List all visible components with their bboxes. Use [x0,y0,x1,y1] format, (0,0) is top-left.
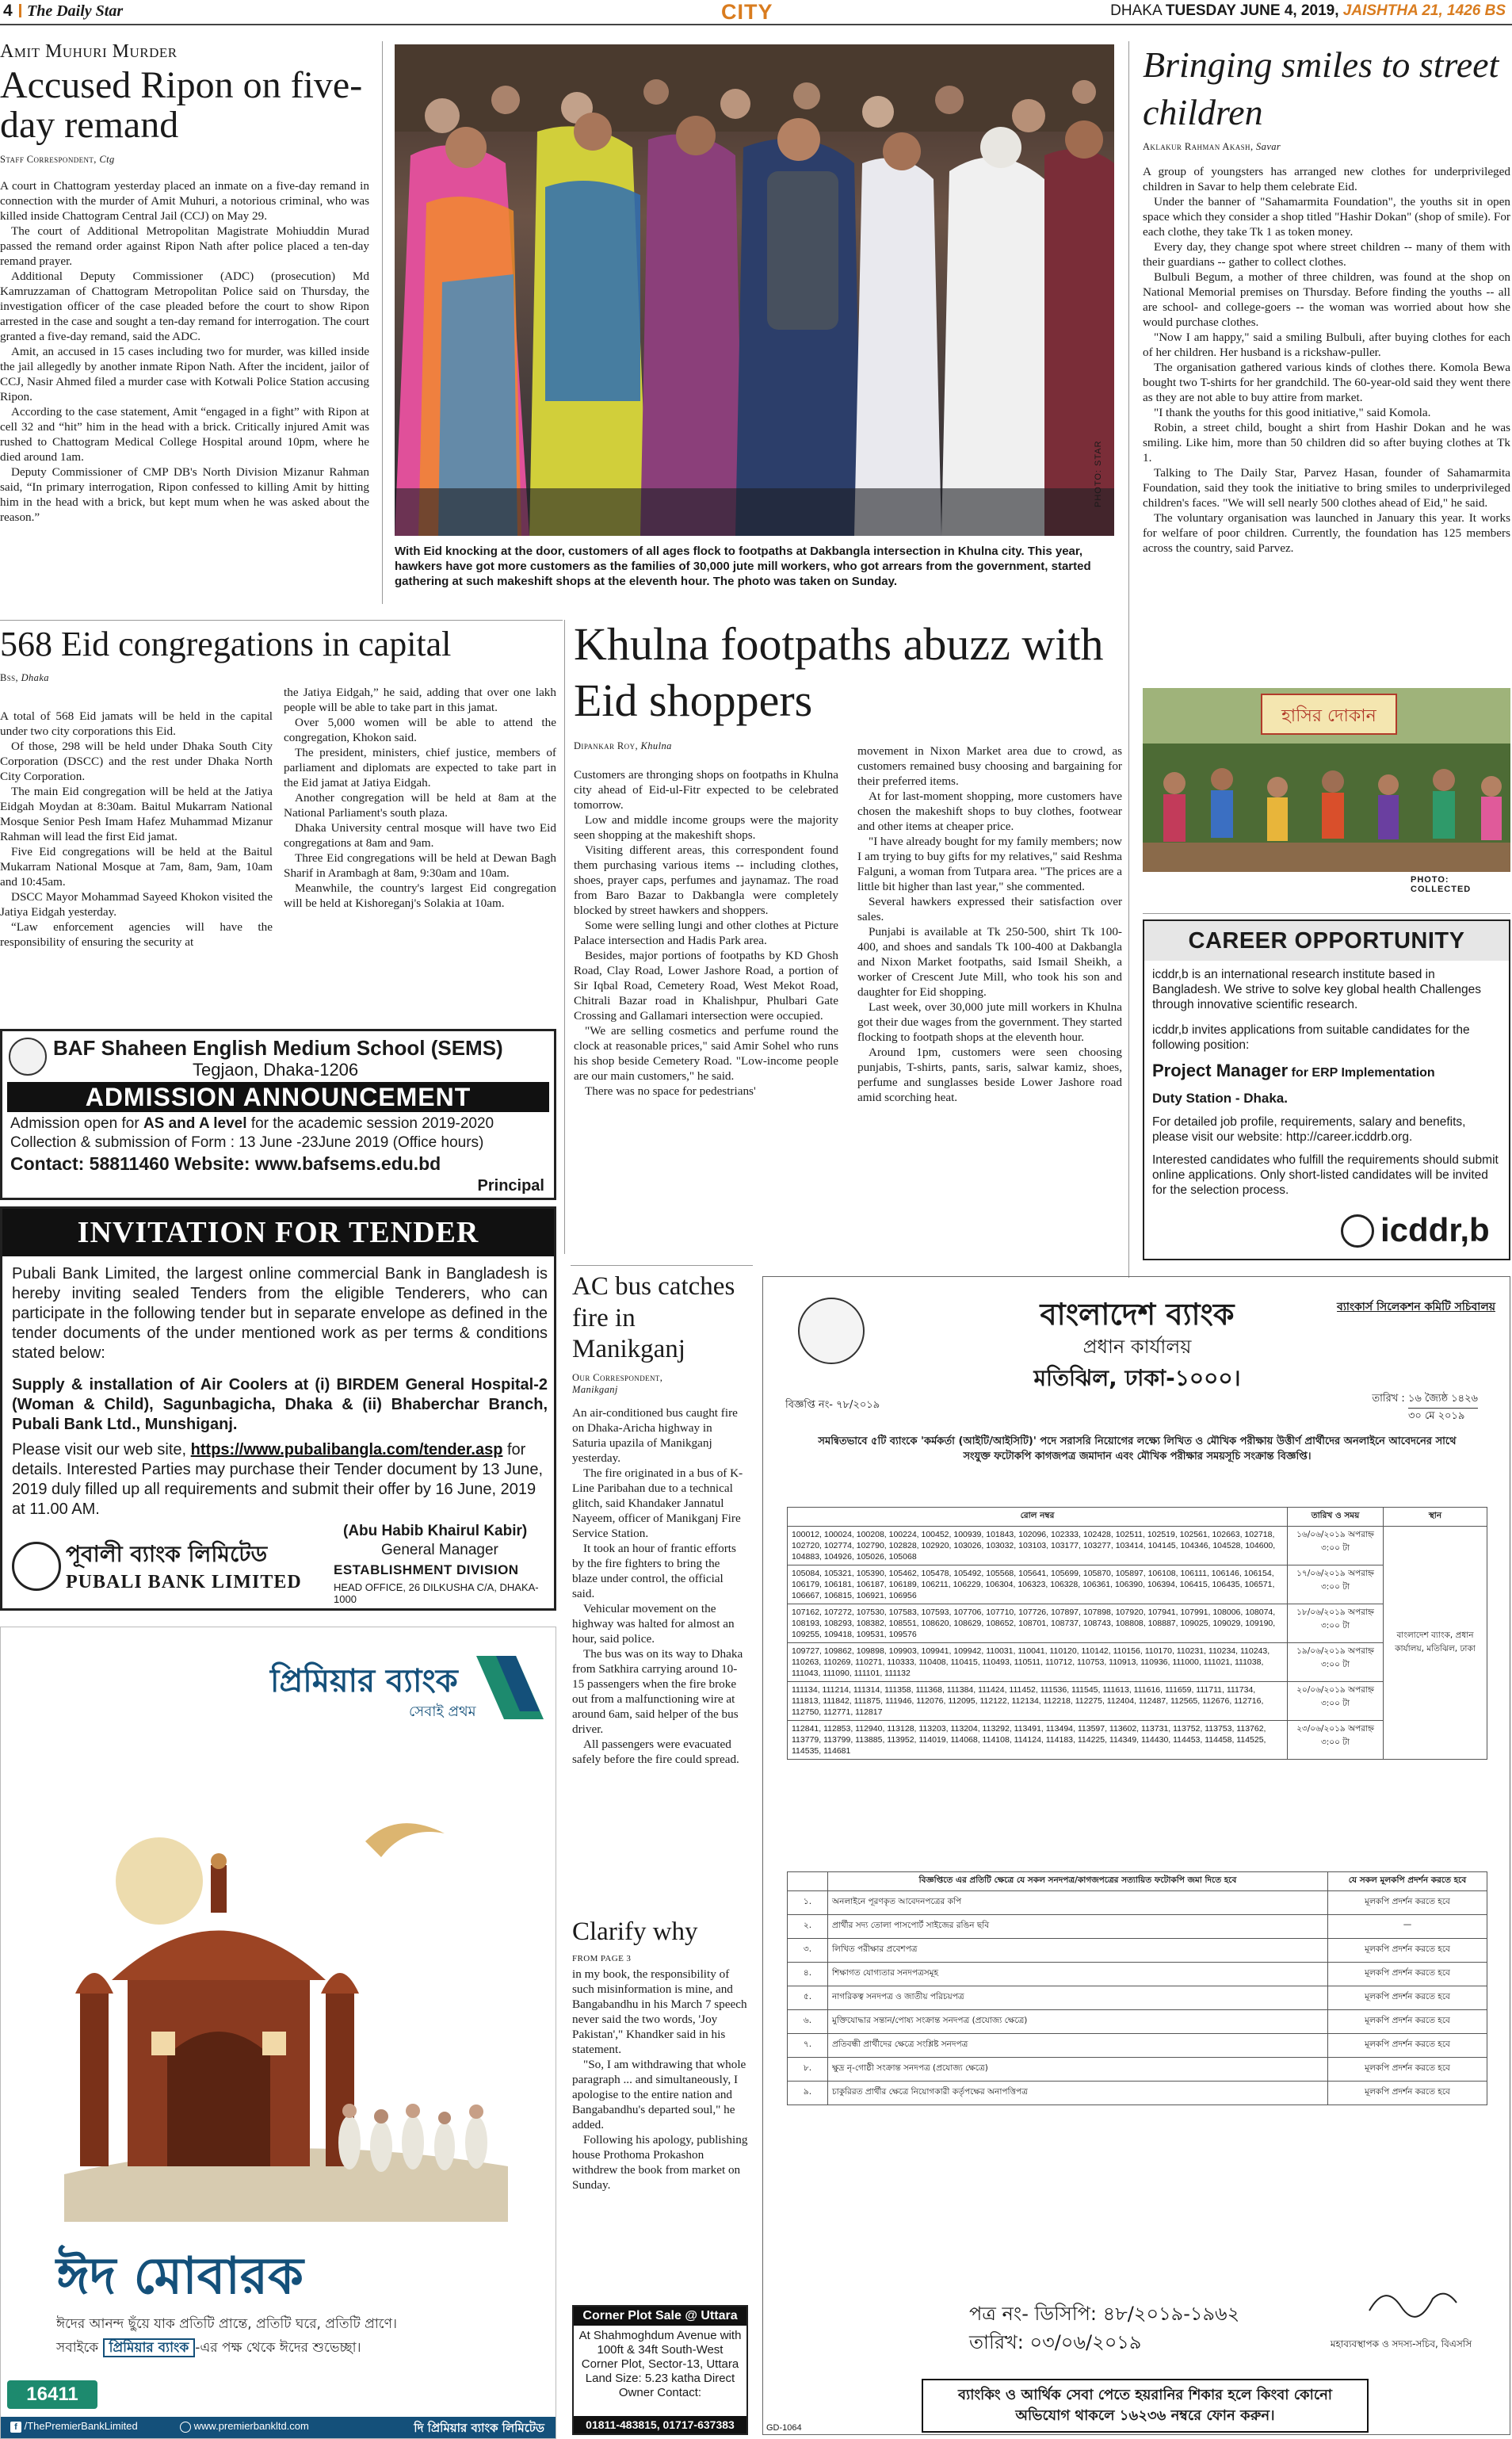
globe-icon [180,2422,191,2433]
admission-banner: ADMISSION ANNOUNCEMENT [7,1082,549,1112]
paragraph: Every day, they change spot where street children -- many of them with their guardians -- gather to collect clothes. [1143,239,1510,269]
byline: Staff Correspondent, Ctg [0,153,115,165]
paragraph: Some were selling lungi and other clothes at Picture Palace intersection and Hadis Park area. [574,919,838,947]
bb-signer-role: মহাব্যবস্থাপক ও সদস্য-সচিব, বিএসসি [1330,2338,1472,2349]
eid-illustration [32,1794,524,2222]
paragraph: The main Eid congregation will be held at the Jatiya Eidgah Moydan at 8:30am. Baitul Mukarram National Mosque Senior Pesh Imam Hafez Muhammad Mizanur Rahman will lead the first Eid jamat. [0,785,273,843]
career-p2: icddr,b invites applications from suitable candidates for the following position: [1152,1023,1470,1052]
byline: Bss, Dhaka [0,672,49,684]
paragraph: the Jatiya Eidgah,” he said, adding that over one lakh people will be able to take part in this jamat. [284,686,556,714]
paragraph: According to the case statement, Amit “engaged in a fight” with Ripon at cell 32 and “hit” him in the head with a brick. Critically injured Amit was rushed to Chattogram Medical College Hospital around 10pm, where he died around 1am. [0,404,369,464]
paper-name: The Daily Star [27,2,124,20]
table-row: ৯. চাকুরিরত প্রার্থীর ক্ষেত্রে নিয়োগকারী কর্তৃপক্ষের অনাপত্তিপত্র মূলকপি প্রদর্শন করতে হবে [788,2082,1487,2105]
paragraph: Additional Deputy Commissioner (ADC) (prosecution) Md Kamruzzaman of Chattogram Metropolitan Police said on Thursday, the investigation officer of the case pleaded before the court to show Ripon arrested in the case and sought a ten-day remand for interrogation. The court granted a five-day remand, said the ADC. [0,269,369,343]
paragraph: Following his apology, publishing house Prothoma Prokashon withdrew the book from market on Sunday. [572,2132,748,2192]
paragraph: It took an hour of frantic efforts by the fire fighters to bring the blaze under control, the official said. [572,1541,736,1600]
paragraph: Talking to The Daily Star, Parvez Hasan, founder of Sahamarmita Foundation, said they took the initiative to bring smiles to underprivileged children's faces. "We will sell nearly 500 clothes ahead of Eid," he said. [1143,465,1510,510]
paragraph: Deputy Commissioner of CMP DB's North Division Mizanur Rahman said, “In primary interrogation, Ripon confessed to killing Amit by hitting him in the head with a brick, but kept mum when he was asked about the reason.” [0,464,369,524]
admission-line-2: Collection & submission of Form : 13 June -23June 2019 (Office hours) [10,1134,484,1151]
facebook-link[interactable]: f /ThePremierBankLimited [10,2420,138,2433]
eid-congregations-article [0,626,555,684]
paragraph: A group of youngsters has arranged new clothes for underprivileged children in Savar to help them celebrate Eid. [1143,164,1510,193]
paragraph: Dhaka University central mosque will have two Eid congregations at 8am and 9am. [284,821,556,850]
headline: Khulna footpaths abuzz with Eid shoppers [574,618,1104,726]
photo-credit: PHOTO: COLLECTED [1411,875,1472,894]
greeting-line-2: সবাইকে প্রিমিয়ার ব্যাংক -এর পক্ষ থেকে ঈদের শুভেচ্ছা। [56,2340,361,2356]
premier-footer-name: দি প্রিমিয়ার ব্যাংক লিমিটেড [414,2421,544,2435]
page-number: 4 [3,2,13,20]
paragraph: The organisation gathered various kinds of clothes there. Komola Bewa bought two T-shirts for her grandchild. The 60-year-old said they went there as they are not able to buy attire from market. [1143,360,1510,404]
table-row: ৩. লিখিত পরীক্ষার প্রবেশপত্র মূলকপি প্রদর্শন করতে হবে [788,1939,1487,1963]
uttara-body: At Shahmoghdum Avenue with 100ft & 34ft South-West Corner Plot, Sector-13, Uttara Land Size: 5.23 katha Direct Owner Contact: [578,2329,742,2399]
crowd-image [395,44,1114,536]
bb-title: বাংলাদেশ ব্যাংক [1040,1297,1235,1332]
signer-name: (Abu Habib Khairul Kabir) [343,1523,528,1539]
premier-name: প্রিমিয়ার ব্যাংক [270,1663,458,1699]
bb-lead: সমন্বিতভাবে ৫টি ব্যাংকে 'কর্মকর্তা (আইটি/আইসিটি)' পদে সরাসরি নিয়োগের লক্ষ্যে লিখিত ও মৌখিক পরীক্ষায় উত্তীর্ণ প্রার্থীদের অনলাইনে আবেদনের সাথে সংযুক্ত ফটোকপি কাগজপত্র জমাদান এবং মৌখিক পরীক্ষার সময়সূচি সংক্রান্ত বিজ্ঞপ্তি। [818,1435,1457,1462]
table-row: 105084, 105321, 105390, 105462, 105478, 105492, 105568, 105641, 105699, 105870, 105897, 106108, 106111, 106146, 106154, 106179, 106181, 106187, 106189, 106211, 106229, 106304, 106323, 106328, 106361, 106390, 106394, 106415, 106435, 106571, 106667, 106815, 106921, 106956 ১৭/০৬/২০১৯ অপরাহ্ন ৩:০০ টা [788,1565,1487,1604]
bank-name-bn: পূবালী ব্যাংক লিমিটেড [66,1541,268,1567]
paragraph: movement in Nixon Market area due to crowd, as customers remained busy choosing and bargaining for their preferred items. [857,744,1122,788]
article-body [572,1967,748,2192]
uttara-title: Corner Plot Sale @ Uttara [574,2307,746,2326]
career-p1: icddr,b is an international research institute based in Bangladesh. We strive to solve key global health Challenges through innovative scientific research. [1152,968,1482,1011]
paragraph: “Law enforcement agencies will have the responsibility of ensuring the security at [0,920,273,949]
paragraph: "So, I am withdrawing that whole paragraph ... and simultaneously, I apologise to the entire nation and Bangabandhu's departed soul," he added. [572,2057,746,2131]
paragraph: Amit, an accused in 15 cases including two for murder, was killed inside the jail allegedly by another inmate Ripon Nath. After the incident, jailor of CCJ, Nasir Ahmed filed a murder case with Kotwali Police Station accusing Ripon. [0,344,369,403]
icddrb-logo-icon [1341,1214,1374,1248]
admission-line-1: Admission open for AS and A level for the academic session 2019-2020 [10,1115,494,1132]
tender-intro: Pubali Bank Limited, the largest online commercial Bank in Bangladesh is hereby inviting sealed Tenders from the eligible Tenderers, who can participate in the following tender but in separate envelope as defined in the tender documents of the under mentioned work as per terms & conditions stated below: [12,1265,548,1362]
paragraph: The court of Additional Metropolitan Magistrate Mohiuddin Murad passed the remand order against Ripon Nath after police placed a ten-day remand prayer. [0,224,369,268]
paragraph: A total of 568 Eid jamats will be held in the capital under two city corporations this Eid. [0,709,273,738]
schedule-table: রোল নম্বর তারিখ ও সময় স্থান 100012, 100024, 100208, 100224, 100452, 100939, 101843, 102096, 102333, 102428, 102511, 102519, 102561, 102663, 102718, 102720, 102774, 102790, 102828, 102920, 103026, 103032, 103103, 103177, 103277, 103414, 104145, 104346, 104528, 104600, 104883, 104926, 105026, 105068 ১৬/০৬/২০১৯ অপরাহ্ন ৩:০০ টা বাংলাদেশ ব্যাংক, প্রধান কার্যালয়, মতিঝিল, ঢাকা 105084, 105321, 105390, 105462, 105478, 105492, 105568, 105641, 105699, 105870, 105897, 106108, 106111, 106146, 106154, 106179, 106181, 106187, 106189, 106211, 106229, 106304, 106323, 106328, 106361, 106390, 106394, 106415, 106435, 106571, 106667, 106815, 106921, 106956 ১৭/০৬/২০১৯ অপরাহ্ন ৩:০০ টা 107162, 107272, 107530, 107583, 107593, 107706, 107710, 107726, 107897, 107898, 107920, 107941, 107991, 108006, 108074, 108193, 108293, 108382, 108551, 108620, 108629, 108652, 108701, 108737, 108743, 108808, 108887, 109025, 109029, 109190, 109255, 109418, 109531, 109576 ১৮/০৬/২০১৯ অপরাহ্ন ৩:০০ টা 109727, 109862, 109898, 109903, 109941, 109942, 110031, 110041, 110120, 110142, 110156, 110170, 110231, 110234, 110243, 110263, 110269, 110271, 110333, 110408, 110415, 110493, 110511, 110712, 110753, 110913, 110936, 111000, 111021, 111038, 111043, 111090, 111101, 111132 ১৯/০৬/২০১৯ অপরাহ্ন ৩:০০ টা 111134, 111214, 111314, 111358, 111368, 111384, 111424, 111452, 111536, 111545, 111613, 111616, 111659, 111711, 111734, 111813, 111842, 111875, 111946, 112076, 112095, 112122, 112134, 112218, 112275, 112404, 112487, 112565, 112676, 112716, 112750, 112771, 112817 ২০/০৬/২০১৯ অপরাহ্ন ৩:০০ টা 112841, 112853, 112940, 113128, 113203, 113204, 113292, 113491, 113494, 113597, 113602, 113731, 113752, 113753, 113762, 113779, 113799, 113885, 113952, 114019, 114068, 114108, 114124, 114183, 114225, 114349, 114430, 114453, 114458, 114525, 114535, 114681 ২৩/০৬/২০১৯ অপরাহ্ন ৩:০০ টা [787,1507,1487,1760]
paragraph: Several hawkers expressed their satisfaction over sales. [857,895,1122,923]
eid-col-1 [0,709,273,950]
paragraph: Customers are thronging shops on footpaths in Khulna city ahead of Eid-ul-Fitr expected to be celebrated tomorrow. [574,768,838,812]
ac-bus-article [572,1271,748,1767]
paragraph: Last week, over 30,000 jute mill workers in Khulna got their due wages from the government. They started flocking to footpath shops at the eleventh hour. [857,1000,1122,1044]
paragraph: in my book, the responsibility of such misinformation is mine, and Bangabandhu in his March 7 speech never said the two words, 'Joy Pakistan'," Khandker said in his statement. [572,1967,747,2056]
career-position: Project Manager for ERP Implementation [1152,1061,1435,1080]
photo-image [1143,688,1510,872]
website-link[interactable]: www.premierbankltd.com [180,2420,309,2433]
table-row: ৭. প্রতিবন্ধী প্রার্থীদের ক্ষেত্রে সংশ্লিষ্ট সনদপত্র মূলকপি প্রদর্শন করতে হবে [788,2034,1487,2058]
masthead [0,0,1512,22]
table-row: 109727, 109862, 109898, 109903, 109941, 109942, 110031, 110041, 110120, 110142, 110156, 110170, 110231, 110234, 110243, 110263, 110269, 110271, 110333, 110408, 110415, 110493, 110511, 110712, 110753, 110913, 110936, 111000, 111021, 111038, 111043, 111090, 111101, 111132 ১৯/০৬/২০১৯ অপরাহ্ন ৩:০০ টা [788,1643,1487,1682]
table-row: ৫. নাগরিকত্ব সনদপত্র ও জাতীয় পরিচয়পত্র মূলকপি প্রদর্শন করতে হবে [788,1986,1487,2010]
khulna-col-1 [574,767,838,1099]
table-row: ১. অনলাইনে পূরণকৃত আবেদনপত্রের কপি মূলকপি প্রদর্শন করতে হবে [788,1891,1487,1915]
bb-address: মতিঝিল, ঢাকা-১০০০। [1033,1365,1241,1391]
pubali-tender-ad [0,1206,556,1611]
paragraph: The voluntary organisation was launched in January this year. It works for welfare of poor children. Currently, the foundation has 125 members across the country, said Parvez. [1143,510,1510,555]
headline: Accused Ripon on five-day remand [0,64,363,147]
smiles-article [1143,41,1510,556]
bb-docs-table: বিজ্ঞপ্তিতে এর প্রতিটি ক্ষেত্রে যে সকল সনদপত্র/কাগজপত্রের সত্যায়িত ফটোকপি জমা দিতে হবে যে সকল মূলকপি প্রদর্শন করতে হবে ১. অনলাইনে পূরণকৃত আবেদনপত্রের কপি মূলকপি প্রদর্শন করতে হবে ২. প্রার্থীর সদ্য তোলা পাসপোর্ট সাইজের রঙিন ছবি — ৩. লিখিত পরীক্ষার প্রবেশপত্র মূলকপি প্রদর্শন করতে হবে ৪. শিক্ষাগত যোগ্যতার সনদপত্রসমূহ মূলকপি প্রদর্শন করতে হবে ৫. নাগরিকত্ব সনদপত্র ও জাতীয় পরিচয়পত্র মূলকপি প্রদর্শন করতে হবে ৬. মুক্তিযোদ্ধার সন্তান/পোষ্য সংক্রান্ত সনদপত্র (প্রযোজ্য ক্ষেত্রে) মূলকপি প্রদর্শন করতে হবে ৭. প্রতিবন্ধী প্রার্থীদের ক্ষেত্রে সংশ্লিষ্ট সনদপত্র মূলকপি প্রদর্শন করতে হবে ৮. ক্ষুদ্র নৃ-গোষ্ঠী সংক্রান্ত সনদপত্র (প্রযোজ্য ক্ষেত্রে) মূলকপি প্রদর্শন করতে হবে ৯. চাকুরিরত প্রার্থীর ক্ষেত্রে নিয়োগকারী কর্তৃপক্ষের অনাপত্তিপত্র মূলকপি প্রদর্শন করতে হবে [787,1871,1487,2105]
bb-date: তারিখ : ১৬ জ্যৈষ্ঠ ১৪২৬ ৩০ মে ২০১৯ [1372,1393,1478,1422]
khulna-col-2 [857,744,1122,1105]
headline: Bringing smiles to street children [1143,44,1499,132]
signature-mark [1365,2279,1460,2326]
paragraph: There was no space for pedestrians' [585,1084,756,1098]
eid-col-2 [284,685,556,911]
hotline-badge: 16411 [7,2380,97,2409]
paragraph: The fire originated in a bus of K-Line Paribahan due to a technical glitch, said Khandaker Jannatul Nayeem, officer of Manikganj Fire Service Station. [572,1466,743,1540]
paragraph: Meanwhile, the country's largest Eid congregation will be held at Kishoreganj's Solakia at 10am. [284,881,556,910]
bb-schedule-table [787,1507,1487,1760]
paragraph: An air-conditioned bus caught fire on Dhaka-Aricha highway in Saturia upazila of Manikganj yesterday. [572,1405,738,1465]
bb-notice-no: বিজ্ঞপ্তি নং- ৭৮/২০১৯ [785,1399,880,1411]
paragraph: "We are selling cosmetics and perfume round the clock at reasonable prices," said Amir Sohel who runs his shop beside Cemetery Road. "Low-income people are our main customers," he said. [574,1024,838,1083]
uttara-phones: 01811-483815, 01717-637383 [574,2416,746,2433]
table-row: 100012, 100024, 100208, 100224, 100452, 100939, 101843, 102096, 102333, 102428, 102511, 102519, 102561, 102663, 102718, 102720, 102774, 102790, 102828, 102920, 103026, 103032, 103103, 103177, 103277, 103414, 104145, 104346, 104528, 104600, 104883, 104926, 105026, 105068 ১৬/০৬/২০১৯ অপরাহ্ন ৩:০০ টা বাংলাদেশ ব্যাংক, প্রধান কার্যালয়, মতিঝিল, ঢাকা [788,1527,1487,1565]
table-row: 111134, 111214, 111314, 111358, 111368, 111384, 111424, 111452, 111536, 111545, 111613, 111616, 111659, 111711, 111734, 111813, 111842, 111875, 111946, 112076, 112095, 112122, 112134, 112218, 112275, 112404, 112487, 112565, 112676, 112716, 112750, 112771, 112817 ২০/০৬/২০১৯ অপরাহ্ন ৩:০০ টা [788,1682,1487,1721]
premier-bank-eid-ad [0,1627,556,2439]
premier-tagline: সেবাই প্রথম [409,1703,476,1720]
headline: Clarify why [572,1917,698,1946]
kicker: Amit Muhuri Murder [0,41,178,62]
paragraph: Low and middle income groups were the majority seen shopping at the makeshift shops. [574,813,838,842]
bangladesh-bank-notice [762,1276,1510,2435]
paragraph: Around 1pm, customers were seen choosing punjabis, T-shirts, pants, saris, salwar kamiz, shoes, perfume and sunglasses beside Lower Jashore road amid scorching heat. [857,1046,1122,1104]
facebook-icon: f [10,2422,21,2433]
bb-memo: পত্র নং- ডিসিপি: ৪৮/২০১৯-১৯৬২ [969,2303,1240,2325]
head-office-address: HEAD OFFICE, 26 DILKUSHA C/A, DHAKA-1000 [334,1581,539,1605]
bb-bottom-banner: ব্যাংকিং ও আর্থিক সেবা পেতে হয়রানির শিকার হলে কিংবা কোনো অভিযোগ থাকলে ১৬২৩৬ নম্বরে ফোন করুন। [922,2379,1369,2433]
photo-caption: With Eid knocking at the door, customers of all ages flock to footpaths at Dakbangla intersection in Khulna city. This year, hawkers have got more customers as the families of 30,000 jute mill workers, who got arrears from the government, started gathering at such makeshift shops at the eleventh hour. The photo was taken on Sunday. [395,545,1091,588]
paragraph: Of those, 298 will be held under Dhaka South City Corporation (DSCC) and the rest under Dhaka North City Corporation. [0,740,273,783]
table-row: ৮. ক্ষুদ্র নৃ-গোষ্ঠী সংক্রান্ত সনদপত্র (প্রযোজ্য ক্ষেত্রে) মূলকপি প্রদর্শন করতে হবে [788,2058,1487,2082]
career-title: CAREER OPPORTUNITY [1144,921,1509,961]
paragraph: "I have already bought for my family members; now I am trying to buy gifts for my relatives," said Reshma Falguni, a woman from Tutpara area. "The prices are a little bit higher than last year," she commented. [857,835,1122,893]
establishment-division: ESTABLISHMENT DIVISION [334,1562,519,1577]
bb-subtitle: প্রধান কার্যালয় [1082,1336,1192,1358]
paragraph: "Now I am happy," said a smiling Bulbuli, after buying clothes for each of her children. Her husband is a rickshaw-puller. [1143,330,1510,359]
school-name: BAF Shaheen English Medium School (SEMS) [53,1036,503,1060]
tender-visit: Please visit our web site, https://www.pubalibangla.com/tender.asp for details. Interested Parties may purchase their Tender document by 13 June, 2019 duly filled up all requirements and submit their offer by 16 June, 2019 at 11.00 AM. [12,1441,544,1518]
career-p4: Interested candidates who fulfill the requirements should submit online applications. Only short-listed candidates will be invited for the selection process. [1152,1153,1499,1197]
byline: Dipankar Roy, Khulna [574,740,672,751]
paragraph: Three Eid congregations will be held at Dewan Bagh Sharif in Arambagh at 8am, 9:30am and 10am. [284,851,556,880]
table-row: 107162, 107272, 107530, 107583, 107593, 107706, 107710, 107726, 107897, 107898, 107920, 107941, 107991, 108006, 108074, 108193, 108293, 108382, 108551, 108620, 108629, 108652, 108701, 108737, 108743, 108808, 108887, 109025, 109029, 109190, 109255, 109418, 109531, 109576 ১৮/০৬/২০১৯ অপরাহ্ন ৩:০০ টা [788,1604,1487,1643]
banner-text: হাসির দোকান [1281,706,1376,726]
tender-title: INVITATION FOR TENDER [2,1209,554,1256]
paragraph: The president, ministers, chief justice, members of parliament and diplomats are expected to take part in the Eid jamat at Jatiya Eidgah. [284,746,556,789]
bank-name-en: PUBALI BANK LIMITED [66,1572,302,1592]
paragraph: Robin, a street child, bought a shirt from Hashir Dokan and he was smiling. Like him, more than 50 children did so after buying clothes at Tk 1. [1143,420,1510,464]
paragraph: Vehicular movement on the highway was halted for almost an hour, said police. [572,1601,735,1646]
uttara-plot-ad [572,2305,748,2435]
article-body [0,178,369,525]
khulna-crowd-photo [395,44,1114,536]
bb-memo-date: তারিখ: ০৩/০৬/২০১৯ [969,2331,1142,2353]
paragraph: A court in Chattogram yesterday placed an inmate on a five-day remand in connection with the murder of Amit Muhuri, a notorious criminal, who was killed inside Chattogram Central Jail (CCJ) on May 29. [0,178,369,223]
from-page: FROM PAGE 3 [572,1953,632,1963]
byline: Aklakur Rahman Akash, Savar [1143,140,1281,152]
table-row: ২. প্রার্থীর সদ্য তোলা পাসপোর্ট সাইজের রঙিন ছবি — [788,1915,1487,1939]
eid-mubarak-greeting: ঈদ মোবারক [56,2247,304,2306]
table-row: ৬. মুক্তিযোদ্ধার সন্তান/পোষ্য সংক্রান্ত সনদপত্র (প্রযোজ্য ক্ষেত্রে) মূলকপি প্রদর্শন করতে হবে [788,2010,1487,2034]
icddrb-career-ad [1143,919,1510,1260]
table-row: ৪. শিক্ষাগত যোগ্যতার সনদপত্রসমূহ মূলকপি প্রদর্শন করতে হবে [788,1963,1487,1986]
contact-line: Contact: 58811460 Website: www.bafsems.edu.bd [10,1153,441,1174]
clarify-article [572,1918,748,2192]
dateline: DHAKA TUESDAY JUNE 4, 2019, JAISHTHA 21, 1426 BS [1110,2,1506,19]
tender-link[interactable]: https://www.pubalibangla.com/tender.asp [190,1441,503,1458]
paragraph: Over 5,000 women will be able to attend the congregation, Khokon said. [284,716,556,744]
principal-signature: Principal [477,1177,544,1195]
greeting-line-1: ঈদের আনন্দ ছুঁয়ে যাক প্রতিটি প্রান্তে, প্রতিটি ঘরে, প্রতিটি প্রাণে। [56,2316,397,2332]
gd-number: GD-1064 [766,2423,802,2433]
paragraph: All passengers were evacuated safely before the fire could spread. [572,1737,739,1766]
headline: AC bus catches fire in Manikganj [572,1272,735,1364]
sems-admission-ad [0,1029,556,1200]
school-crest-icon [9,1038,47,1076]
photo-credit: PHOTO: STAR [1094,440,1103,507]
career-p3: For detailed job profile, requirements, salary and benefits, please visit our website: http://career.icddrb.org. [1152,1115,1466,1144]
article-body [1143,164,1510,556]
paragraph: "I thank the youths for this good initiative," said Komola. [1154,405,1431,419]
paragraph: Under the banner of "Sahamarmita Foundation", the youths sit in open space which they consider a shop titled "Hashir Dokan" (shop of smile). For each clothe, they take Tk 1 as token money. [1143,194,1510,239]
icddrb-logo-text: icddr,b [1380,1211,1490,1248]
table-row: 112841, 112853, 112940, 113128, 113203, 113204, 113292, 113491, 113494, 113597, 113602, 113731, 113752, 113753, 113762, 113779, 113799, 113885, 113952, 114019, 114068, 114108, 114124, 114183, 114225, 114349, 114430, 114453, 114458, 114525, 114535, 114681 ২৩/০৬/২০১৯ অপরাহ্ন ৩:০০ টা [788,1721,1487,1760]
paragraph: Besides, major portions of footpaths by KD Ghosh Road, Clay Road, Lower Jashore Road, a portion of Sir Iqbal Road, Cemetery Road, West Mekot Road, Chitrali Bazar road in Khalishpur, Phulbari Gate Crossing and Gallamari intersection were occupied. [574,949,838,1023]
section-label: CITY [721,0,773,24]
paragraph: Five Eid congregations will be held at the Baitul Mukarram National Mosque at 7am, 8am, 9am, 10am and 10:45am. [0,845,273,889]
ripon-article [0,41,369,525]
pubali-logo-icon [12,1542,61,1591]
career-station: Duty Station - Dhaka. [1152,1091,1288,1106]
hashir-dokan-photo [1143,688,1510,872]
paragraph: At for last-moment shopping, more customers have chosen the makeshift shops to buy clothes, footwear and other items at cheaper price. [857,789,1122,833]
school-location: Tegjaon, Dhaka-1206 [193,1060,359,1080]
paragraph: Another congregation will be held at 8am at the National Parliament's south plaza. [284,791,556,820]
khulna-article [574,617,1121,752]
byline: Our Correspondent, Manikganj [572,1371,663,1395]
paragraph: Visiting different areas, this correspondent found them purchasing various items -- including clothes, shoes, prayer caps, perfumes and jaynamaz. The road from Baro Bazar to Dakbangla were completely blocked by street hawkers and shoppers. [574,843,838,917]
tender-work: Supply & installation of Air Coolers at (i) BIRDEM General Hospital-2 (Woman & Child), Sagunbagicha, Dhaka & (ii) Bhaberchar Branch, Pubali Bank Ltd., Munshiganj. [12,1376,548,1433]
paragraph: Bulbuli Begum, a mother of three children, was found at the shop on National Memorial premises on Thursday. Before finding the youths -- all are school- and college-goers -- the woman was worried about how she would purchase clothes. [1143,270,1510,329]
paragraph: The bus was on its way to Dhaka from Satkhira carrying around 10-15 passengers when the fire broke out from a malfunctioning wire at around 6am, said helper of the bus driver. [572,1646,743,1736]
headline: 568 Eid congregations in capital [0,625,452,663]
signer-title: General Manager [381,1542,498,1558]
paragraph: Punjabi is available at Tk 250-500, shirt Tk 100-400, and shoes and sandals Tk 100-400 at Dakbangla and Nixon Market footpaths, said Ismail Sheikh, a worker of Crescent Jute Mill, who took his son and daughter for Eid shopping. [857,925,1122,999]
premier-logo-icon [468,1648,548,1727]
article-body [572,1405,748,1767]
paragraph: DSCC Mayor Mohammad Sayeed Khokon visited the Jatiya Eidgah yesterday. [0,890,273,919]
bb-committee: ব্যাংকার্স সিলেকশন কমিটি সচিবালয় [1337,1301,1495,1313]
